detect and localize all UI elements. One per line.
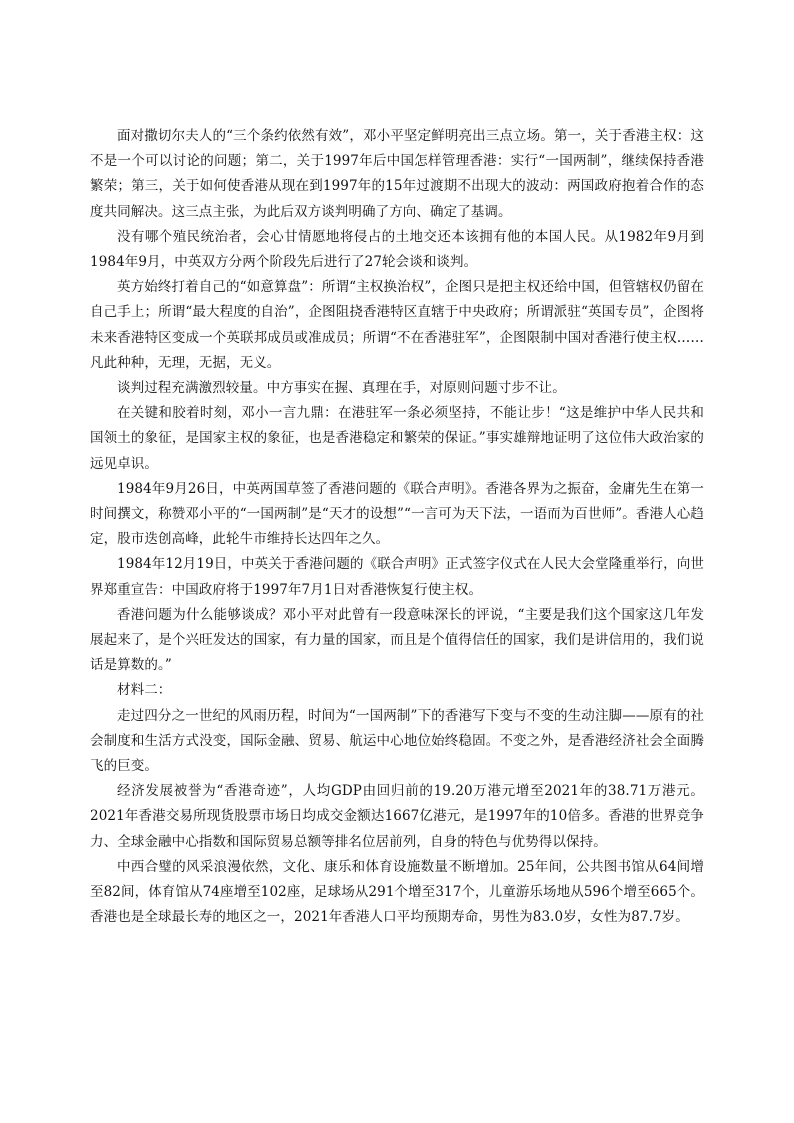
paragraph-8: 香港问题为什么能够谈成？邓小平对此曾有一段意味深长的评说，“主要是我们这个国家这几年发展起来了，是个兴旺发达的国家，有力量的国家，而且是个值得信任的国家，我们是讲信用的，我们说话是算数的。” [90,606,704,674]
paragraph-10: 走过四分之一世纪的风雨历程，时间为“一国两制”下的香港写下变与不变的生动注脚——原有的社会制度和生活方式没变，国际金融、贸易、航运中心地位始终稳固。不变之外，是香港经济社会全面腾飞的巨变。 [90,707,704,775]
document-body [90,124,704,931]
paragraph-5: 在关键和胶着时刻，邓小一言九鼎：在港驻军一条必须坚持，不能让步！“这是维护中华人民共和国领土的象征，是国家主权的象征，也是香港稳定和繁荣的保证。”事实雄辩地证明了这位伟大政治家的远见卓识。 [90,405,704,472]
paragraph-7: 1984年12月19日，中英关于香港问题的《联合声明》正式签字仪式在人民大会堂隆重举行，向世界郑重宣告：中国政府将于1997年7月1日对香港恢复行使主权。 [90,556,704,598]
paragraph-1: 面对撒切尔夫人的“三个条约依然有效”，邓小平坚定鲜明亮出三点立场。第一，关于香港主权：这不是一个可以讨论的问题；第二，关于1997年后中国怎样管理香港：实行“一国两制”，继续保持香港繁荣；第三，关于如何使香港从现在到1997年的15年过渡期不出现大的波动：两国政府抱着合作的态度共同解决。这三点主张，为此后双方谈判明确了方向、确定了基调。 [90,128,704,220]
paragraph-3: 英方始终打着自己的“如意算盘”：所谓“主权换治权”，企图只是把主权还给中国，但管辖权仍留在自己手上；所谓“最大程度的自治”，企图阻挠香港特区直辖于中央政府；所谓派驻“英国专员”，企图将未来香港特区变成一个英联邦成员或准成员；所谓“不在香港驻军”，企图限制中国对香港行使主权……凡此种种，无理，无据，无义。 [90,279,704,371]
paragraph-11: 经济发展被誉为“香港奇迹”，人均GDP由回归前的19.20万港元增至2021年的38.71万港元。2021年香港交易所现货股票市场日均成交金额达1667亿港元，是1997年的10倍多。香港的世界竞争力、全球金融中心指数和国际贸易总额等排名位居前列，自身的特色与优势得以保持。 [90,783,704,850]
paragraph-12: 中西合璧的风采浪漫依然，文化、康乐和体育设施数量不断增加。25年间，公共图书馆从64间增至82间，体育馆从74座增至102座，足球场从291个增至317个，儿童游乐场地从596个增至665个。香港也是全球最长寿的地区之一，2021年香港人口平均预期寿命，男性为83.0岁，女性为87.7岁。 [90,858,704,926]
paragraph-4: 谈判过程充满激烈较量。中方事实在握、真理在手，对原则问题寸步不让。 [117,380,566,397]
paragraph-6: 1984年9月26日，中英两国草签了香港问题的《联合声明》。香港各界为之振奋，金庸先生在第一时间撰文，称赞邓小平的“一国两制”是“天才的设想”“一言可为天下法，一语而为百世师”。香港人心趋定，股市迭创高峰，此轮牛市维持长达四年之久。 [90,480,704,548]
section-heading-material-2: 材料二： [117,682,172,699]
paragraph-2: 没有哪个殖民统治者，会心甘情愿地将侵占的土地交还本该拥有他的本国人民。从1982年9月到1984年9月，中英双方分两个阶段先后进行了27轮会谈和谈判。 [90,228,704,271]
